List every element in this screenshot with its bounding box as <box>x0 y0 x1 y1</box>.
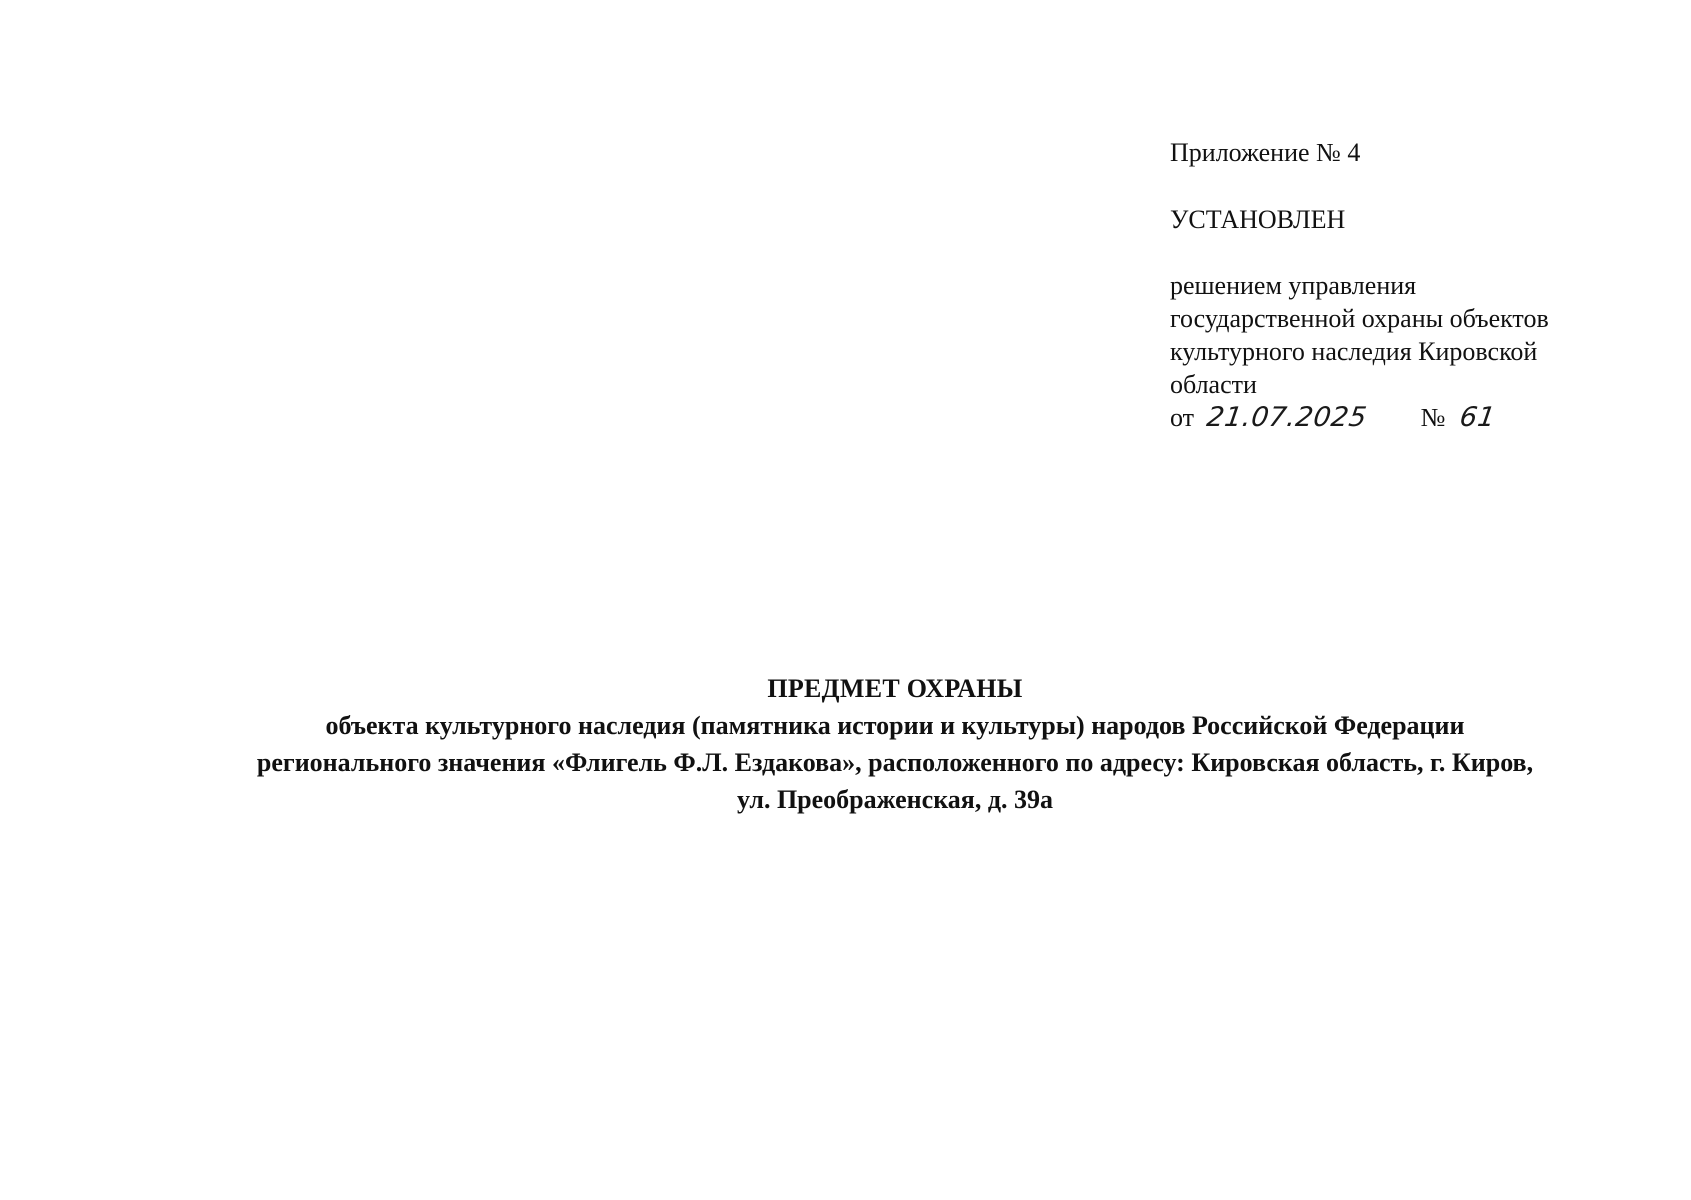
decision-line: области <box>1170 370 1257 399</box>
date-prefix: от <box>1170 403 1195 432</box>
approval-stamp-block <box>1170 136 1640 434</box>
established-label: УСТАНОВЛЕН <box>1170 205 1346 234</box>
document-heading: ПРЕДМЕТ ОХРАНЫ <box>767 674 1023 703</box>
title-line: объекта культурного наследия (памятника истории и культуры) народов Российской Федерации <box>325 711 1465 740</box>
handwritten-date: 21.07.2025 <box>1204 402 1369 433</box>
decision-line: решением управления <box>1170 271 1417 300</box>
title-line: регионального значения «Флигель Ф.Л. Ездакова», расположенного по адресу: Кировская область, г. Киров, <box>256 748 1534 777</box>
title-line: ул. Преображенская, д. 39а <box>737 785 1053 814</box>
appendix-label: Приложение № 4 <box>1170 138 1361 167</box>
decision-date-line <box>1170 401 1640 434</box>
number-sign: № <box>1420 403 1446 432</box>
decision-text <box>1170 269 1640 401</box>
handwritten-number: 61 <box>1457 402 1498 433</box>
decision-line: государственной охраны объектов <box>1170 304 1549 333</box>
document-title-block <box>150 670 1640 818</box>
decision-line: культурного наследия Кировской <box>1170 337 1538 366</box>
